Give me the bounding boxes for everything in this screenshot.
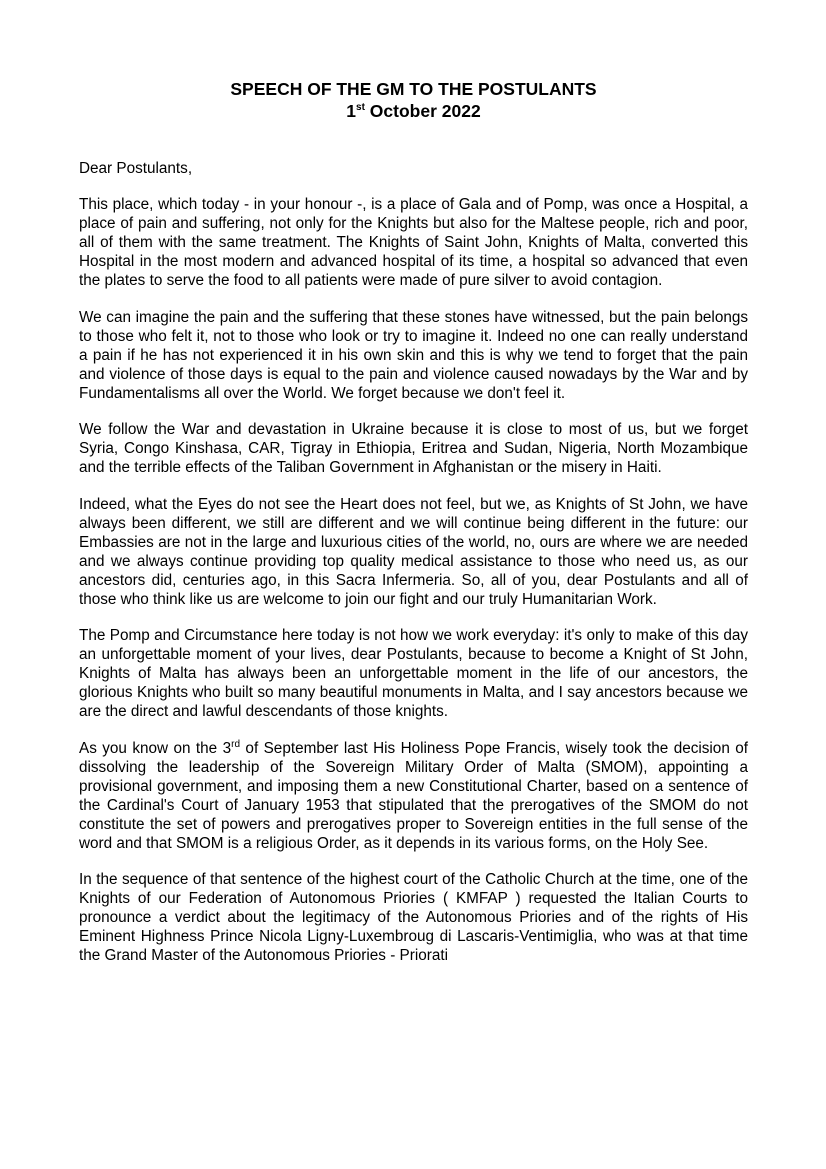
paragraph-6-ordinal: rd bbox=[231, 738, 241, 750]
paragraph-6-rest: of September last His Holiness Pope Francis, wisely took the decision of dissolving the leadership of the Sovereign Military Order of Malta (SMOM), appointing a provisional government, and imposing them a new Constitutional Charter, based on a sentence of the Cardinal's Court of January 1953 that stipulated that the prerogatives of the SMOM do not constitute the set of powers and prerogatives proper to Sovereign entities in the full sense of the word and that SMOM is a religious Order, as it depends in its various forms, on the Holy See. bbox=[79, 739, 748, 852]
paragraph-6-start: As you know on the 3 bbox=[79, 739, 232, 757]
document-date bbox=[79, 100, 748, 122]
date-day: 1 bbox=[346, 101, 357, 121]
title-block bbox=[79, 78, 748, 122]
date-suffix: st bbox=[356, 102, 365, 114]
date-rest: October 2022 bbox=[364, 101, 481, 121]
paragraph-1: This place, which today - in your honour -, is a place of Gala and of Pomp, was once a Hospital, a place of pain and suffering, not only for the Knights but also for the Maltese people, rich and poor, all of them with the same treatment. The Knights of Saint John, Knights of Malta, converted this Hospital in the most modern and advanced hospital of its time, a hospital so advanced that even the plates to serve the food to all patients were made of pure silver to avoid contagion. bbox=[79, 196, 748, 289]
document-page bbox=[79, 78, 748, 965]
document-title: SPEECH OF THE GM TO THE POSTULANTS bbox=[230, 79, 597, 99]
salutation: Dear Postulants, bbox=[79, 160, 193, 177]
paragraph-5: The Pomp and Circumstance here today is not how we work everyday: it's only to make of this day an unforgettable moment of your lives, dear Postulants, because to become a Knight of St John, Knights of Malta has always been an unforgettable moment in the life of our ancestors, the glorious Knights who built so many beautiful monuments in Malta, and I say ancestors because we are the direct and lawful descendants of those knights. bbox=[79, 627, 748, 720]
paragraph-2: We can imagine the pain and the suffering that these stones have witnessed, but the pain belongs to those who felt it, not to those who look or try to imagine it. Indeed no one can really understand a pain if he has not experienced it in his own skin and this is why we tend to forget that the pain and violence of those days is equal to the pain and violence caused nowadays by the War and by Fundamentalisms all over the World. We forget because we don't feel it. bbox=[79, 308, 748, 402]
paragraph-4: Indeed, what the Eyes do not see the Heart does not feel, but we, as Knights of St John, we have always been different, we still are different and we will continue being different in the future: our Embassies are not in the large and luxurious cities of the world, no, ours are where we are needed and we always continue providing top quality medical assistance to those who need us, as our ancestors did, centuries ago, in this Sacra Infermeria. So, all of you, dear Postulants and all of those who think like us are welcome to join our fight and our truly Humanitarian Work. bbox=[79, 495, 748, 608]
paragraph-7: In the sequence of that sentence of the highest court of the Catholic Church at the time, one of the Knights of our Federation of Autonomous Priories ( KMFAP ) requested the Italian Courts to pronounce a verdict about the legitimacy of the Autonomous Priories and of the rights of His Eminent Highness Prince Nicola Ligny-Luxembroug di Lascaris-Ventimiglia, who was at that time the Grand Master of the Autonomous Priories - Priorati bbox=[79, 871, 748, 964]
paragraph-3: We follow the War and devastation in Ukraine because it is close to most of us, but we forget Syria, Congo Kinshasa, CAR, Tigray in Ethiopia, Eritrea and Sudan, Nigeria, North Mozambique and the terrible effects of the Taliban Government in Afghanistan or the misery in Haiti. bbox=[79, 421, 748, 476]
paragraph-6 bbox=[79, 739, 748, 853]
